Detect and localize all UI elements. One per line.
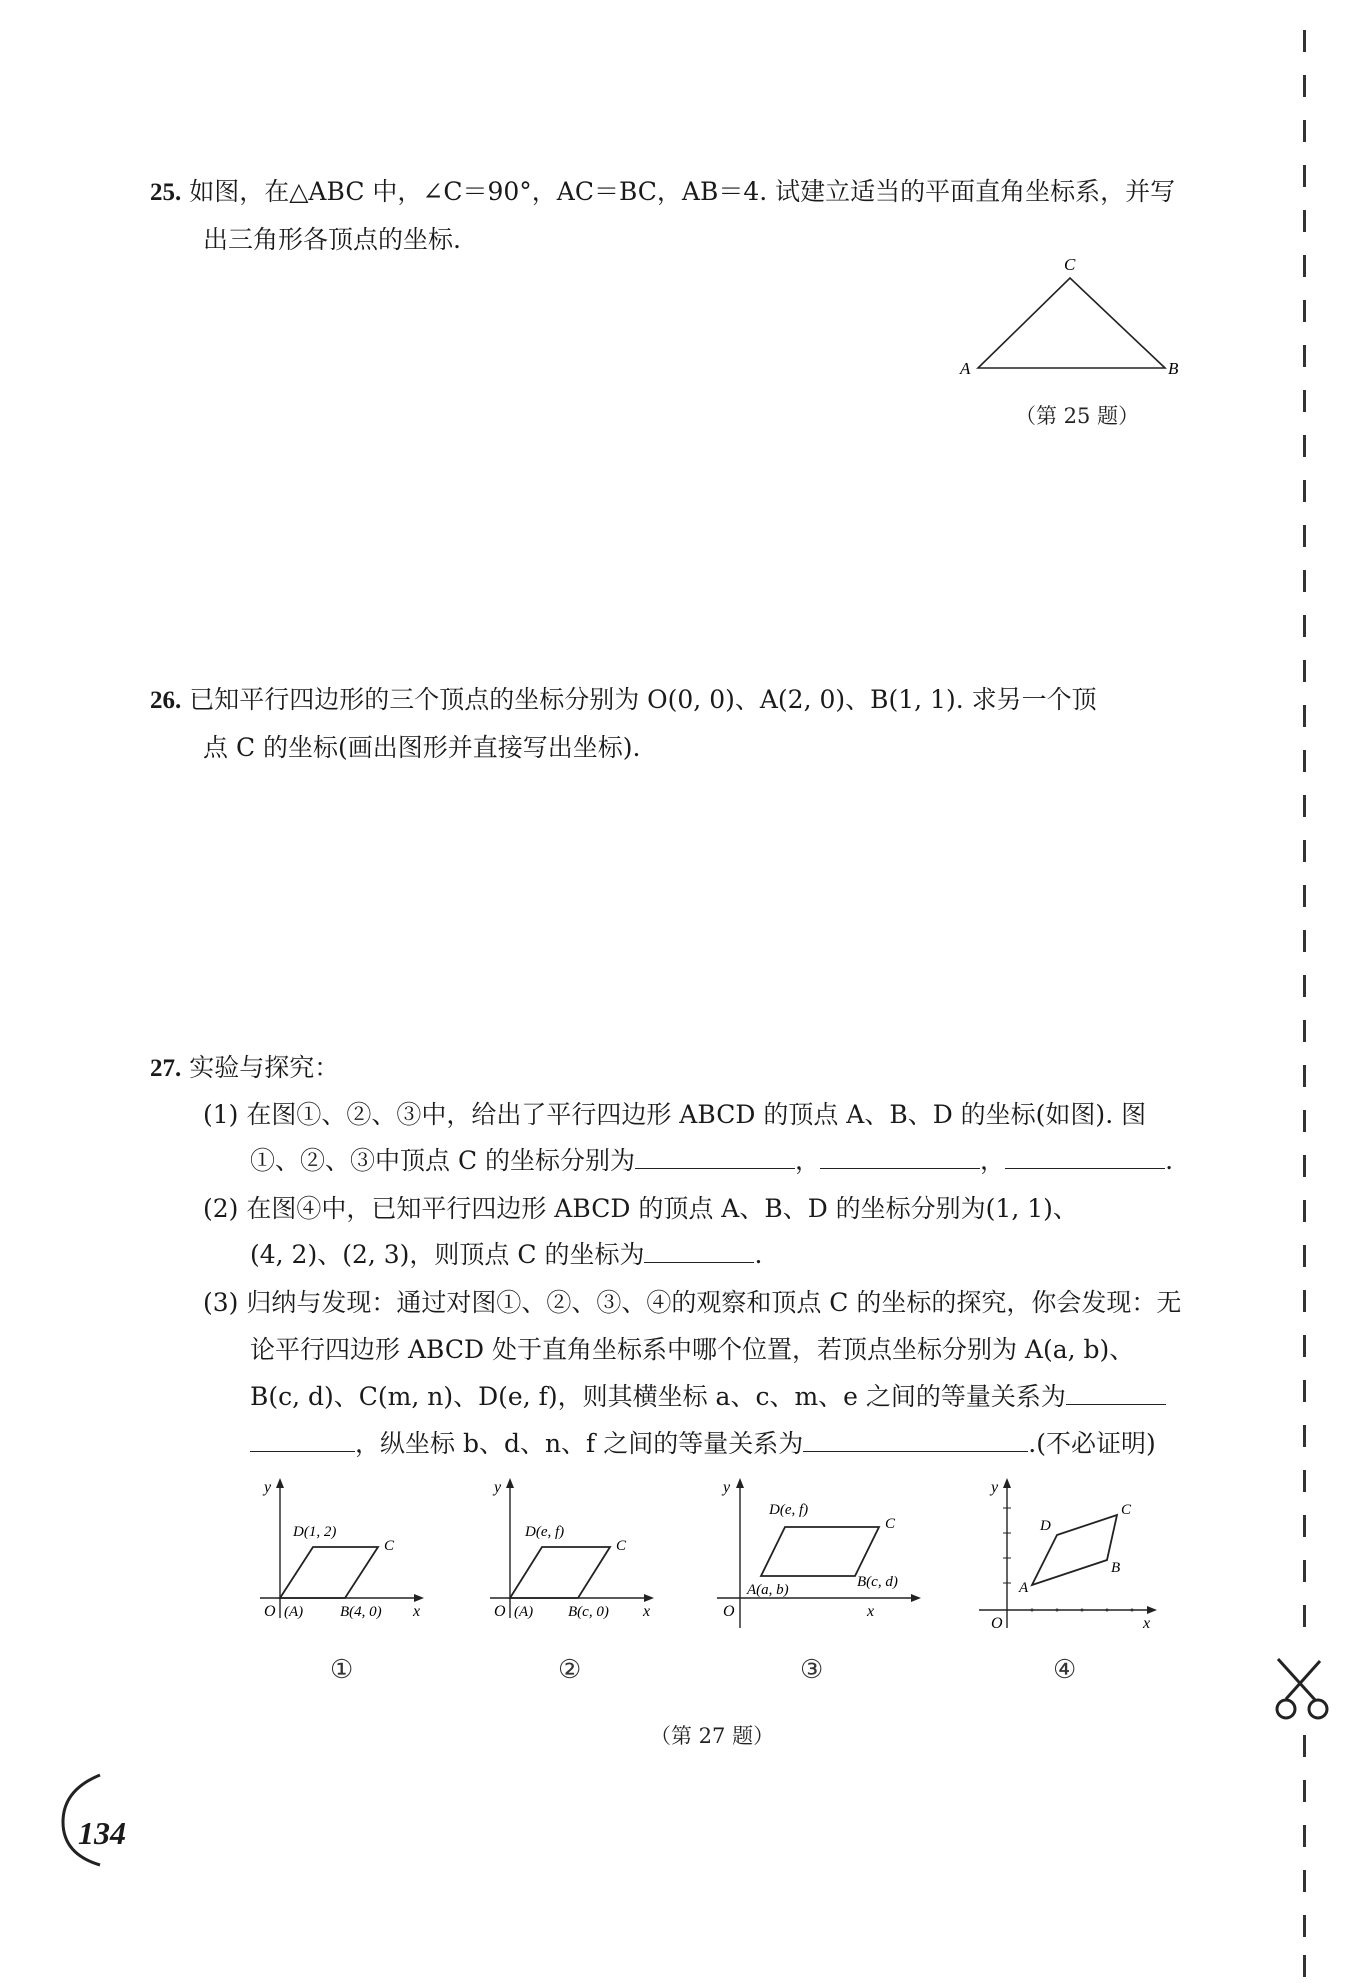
vertex-label-a: A (960, 359, 971, 378)
answer-blank-4[interactable] (644, 1236, 754, 1263)
answer-blank-5a[interactable] (1066, 1378, 1166, 1405)
svg-text:x: x (413, 1603, 421, 1620)
q27-figure-2 (480, 1470, 670, 1630)
q27-part1-line-2: ①、②、③中顶点 C 的坐标分别为 ， ， . (250, 1141, 1173, 1177)
svg-text:C: C (1121, 1502, 1132, 1518)
svg-text:(A): (A) (284, 1604, 304, 1620)
q27-part2-line-2: (4, 2)、(2, 3)，则顶点 C 的坐标为 . (250, 1235, 762, 1271)
svg-text:A(a, b): A(a, b) (747, 1582, 789, 1598)
svg-text:(A): (A) (514, 1604, 534, 1620)
figure-label-1: ① (330, 1655, 354, 1685)
q27-part3-line-1: (3) 归纳与发现：通过对图①、②、③、④的观察和顶点 C 的坐标的探究，你会发现：无 (203, 1288, 1182, 1317)
answer-blank-1[interactable] (635, 1142, 795, 1169)
figure-label-4: ④ (1053, 1655, 1077, 1685)
figure-label-3: ③ (800, 1655, 824, 1685)
svg-text:A: A (1019, 1580, 1029, 1596)
svg-text:D(e, f): D(e, f) (769, 1502, 809, 1518)
parallelogram-abcd-3 (761, 1527, 879, 1576)
svg-text:D(e, f): D(e, f) (525, 1524, 565, 1540)
svg-text:O: O (264, 1603, 276, 1620)
q27-part3-line-4: ，纵坐标 b、d、n、f 之间的等量关系为 .(不必证明) (250, 1424, 1156, 1460)
q26-line-1: 26. 已知平行四边形的三个顶点的坐标分别为 O(0, 0)、A(2, 0)、B(1, 1). 求另一个顶 (150, 685, 1097, 714)
q27-figure-4 (965, 1470, 1175, 1630)
q27-part3-line-3: B(c, d)、C(m, n)、D(e, f)，则其横坐标 a、c、m、e 之间的等量关系为 (250, 1377, 1166, 1413)
page-number: 134 (78, 1815, 126, 1851)
parallelogram-abcd-2 (510, 1547, 610, 1598)
svg-text:C: C (885, 1516, 896, 1532)
q27-part3-line-2: 论平行四边形 ABCD 处于直角坐标系中哪个位置，若顶点坐标分别为 A(a, b)、 (250, 1335, 1135, 1364)
svg-text:B: B (1111, 1560, 1121, 1576)
q27-part1-line-1: (1) 在图①、②、③中，给出了平行四边形 ABCD 的顶点 A、B、D 的坐标(如图). 图 (203, 1100, 1147, 1129)
answer-blank-5b[interactable] (250, 1425, 355, 1452)
q26-line-2: 点 C 的坐标(画出图形并直接写出坐标). (203, 733, 641, 762)
svg-text:y: y (723, 1479, 731, 1496)
parallelogram-abcd-1 (280, 1547, 378, 1598)
svg-text:C: C (616, 1538, 627, 1554)
answer-blank-2[interactable] (820, 1142, 980, 1169)
q27-figure-1 (250, 1470, 440, 1630)
q25-line-1: 25. 如图，在△ABC 中，∠C＝90°，AC＝BC，AB＝4. 试建立适当的平面直角坐标系，并写 (150, 177, 1176, 206)
q27-figure-3 (705, 1470, 935, 1630)
svg-text:C: C (384, 1538, 395, 1554)
svg-text:O: O (991, 1615, 1003, 1630)
answer-blank-3[interactable] (1005, 1142, 1165, 1169)
svg-text:O: O (494, 1603, 506, 1620)
svg-text:O: O (723, 1603, 735, 1620)
svg-text:y: y (494, 1479, 502, 1496)
q26-number: 26. (150, 687, 182, 714)
svg-text:x: x (867, 1603, 875, 1620)
svg-text:D: D (1040, 1518, 1051, 1534)
vertex-label-c: C (1064, 255, 1076, 274)
svg-text:x: x (643, 1603, 651, 1620)
vertex-label-b: B (1168, 359, 1179, 378)
svg-text:B(4, 0): B(4, 0) (340, 1604, 382, 1620)
svg-text:x: x (1143, 1615, 1151, 1630)
svg-text:B(c, 0): B(c, 0) (568, 1604, 609, 1620)
svg-text:D(1, 2): D(1, 2) (293, 1524, 337, 1540)
q27-part2-line-1: (2) 在图④中，已知平行四边形 ABCD 的顶点 A、B、D 的坐标分别为(1, 1)、 (203, 1194, 1078, 1223)
svg-text:y: y (264, 1479, 272, 1496)
svg-text:B(c, d): B(c, d) (857, 1574, 898, 1590)
q27-caption: （第 27 题） (650, 1724, 775, 1748)
q27-number: 27. (150, 1055, 182, 1082)
triangle-abc (978, 278, 1165, 368)
q27-line-title: 27. 实验与探究： (150, 1053, 340, 1082)
q25-triangle-figure (950, 250, 1190, 390)
scissors-icon (1272, 1655, 1334, 1725)
q25-caption: （第 25 题） (1015, 404, 1140, 428)
q25-number: 25. (150, 179, 182, 206)
figure-label-2: ② (558, 1655, 582, 1685)
svg-text:y: y (991, 1479, 999, 1496)
q25-line-2: 出三角形各顶点的坐标. (203, 225, 461, 254)
answer-blank-6[interactable] (803, 1425, 1028, 1452)
